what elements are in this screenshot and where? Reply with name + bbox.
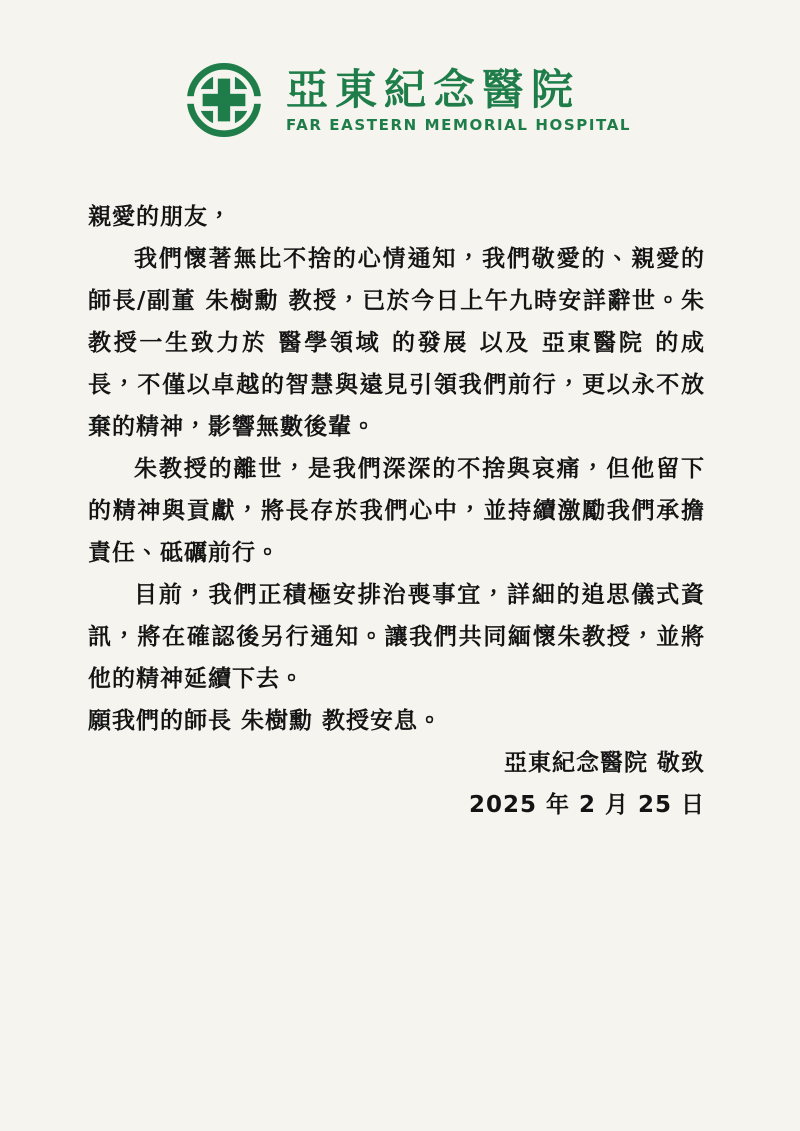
hospital-name-chinese: 亞東紀念醫院 <box>286 65 581 114</box>
date-line: 2025 年 2 月 25 日 <box>468 792 705 818</box>
green-cross-circle-icon <box>186 62 262 138</box>
signature-line: 亞東紀念醫院 敬致 <box>503 750 705 776</box>
paragraph-announcement: 我們懷著無比不捨的心情通知，我們敬愛的、親愛的師長/副董 朱樹勳 教授，已於今日上午九時安詳辭世。朱教授一生致力於 醫學領域 的發展 以及 亞東醫院 的成長，不僅以卓越的智慧與遠見引領我們前行，更以永不放棄的精神，影響無數後輩。 <box>88 246 705 440</box>
paragraph-arrangements: 目前，我們正積極安排治喪事宜，詳細的追思儀式資訊，將在確認後另行通知。讓我們共同緬懷朱教授，並將他的精神延續下去。 <box>88 582 705 692</box>
salutation: 親愛的朋友， <box>88 204 232 230</box>
hospital-name-block <box>286 67 631 133</box>
paragraph-condolence: 朱教授的離世，是我們深深的不捨與哀痛，但他留下的精神與貢獻，將長存於我們心中，並持續激勵我們承擔責任、砥礪前行。 <box>88 456 705 566</box>
hospital-logo <box>186 62 631 138</box>
closing-line: 願我們的師長 朱樹勳 教授安息。 <box>88 708 443 734</box>
hospital-name-english: FAR EASTERN MEMORIAL HOSPITAL <box>286 116 632 134</box>
letter-body <box>0 196 800 826</box>
